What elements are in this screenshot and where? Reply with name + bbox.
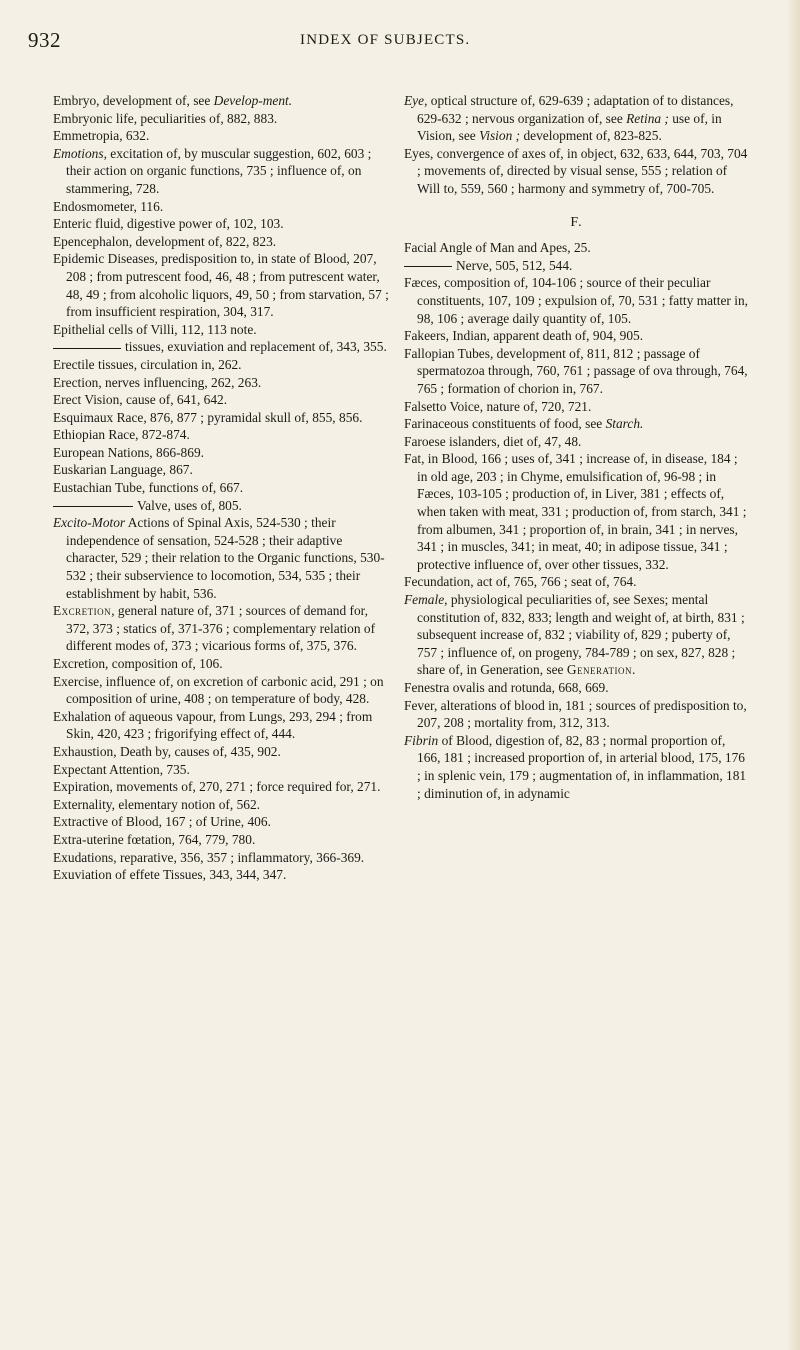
index-text: Falsetto Voice, nature of, 720, 721. [404,398,592,414]
ditto-dash [53,348,121,349]
index-text: Epencephalon, development of, 822, 823. [53,233,277,249]
index-text: Esquimaux Race, 876, 877 ; pyramidal skull of, 855, 856. [53,409,363,425]
left-index-column [53,92,393,884]
index-entry [53,602,393,655]
index-text: Fallopian Tubes, development of, 811, 812 ; passage of spermatozoa through, 760, 761 ; passage of ova through, 764, 765 ; formation of chorion in, 767. [404,345,748,396]
index-entry [53,356,393,374]
index-text: Expectant Attention, 735. [53,761,190,777]
index-entry [53,761,393,779]
index-text: Valve, uses of, 805. [137,497,242,513]
index-entry [404,327,749,345]
right-index-column [404,92,749,802]
index-entry [404,433,749,451]
index-text: Epidemic Diseases, predisposition to, in state of Blood, 207, 208 ; from putrescent food, 46, 48 ; from putrescent water, 48, 49 ; from alcoholic liquors, 49, 50 ; from starvation, 57 ; from insufficient respiration, 304, 317. [53,251,389,320]
index-entry [53,215,393,233]
index-text: Expiration, movements of, 270, 271 ; force required for, 271. [53,779,381,795]
index-entry [53,391,393,409]
index-entry [404,257,749,275]
index-entry [404,239,749,257]
index-term: Emotions [53,145,104,161]
index-text: Extractive of Blood, 167 ; of Urine, 406. [53,814,271,830]
index-entry [404,92,749,145]
index-text: Nerve, 505, 512, 544. [456,257,573,273]
index-entry [404,345,749,398]
index-term: Eye [404,93,425,108]
cross-reference: Develop-ment. [213,93,293,108]
index-term: Female [404,592,445,608]
cross-reference: Starch. [605,416,644,432]
page-spine-shadow [786,0,800,1350]
cross-reference: Vision ; [479,128,521,144]
index-text: Fat, in Blood, 166 ; uses of, 341 ; increase of, in disease, 184 ; in old age, 203 ; in Chyme, emulsification of, 96-98 ; in Fæces, 103-105 ; production of, in Liver, 381 ; effects of, when taken with meat, 331 ; production of, from starch, 341 ; from albumen, 341 ; proportion of, in brain, 341 ; in nerves, 341 ; in muscles, 341; in meat, 40; in adipose tissue, 341 ; protective influence of, over other tissues, 332. [404,451,747,572]
index-text: Erection, nerves influencing, 262, 263. [53,374,262,390]
index-entry [53,708,393,743]
index-term: Excretion [53,603,112,619]
index-entry [53,743,393,761]
index-text: Fakeers, Indian, apparent death of, 904, 905. [404,328,644,344]
index-text: , excitation of, by muscular suggestion, 602, 603 ; their action on organic functions, 735 ; influence of, on stammering, 728. [66,145,372,196]
index-text: development of, 823-825. [520,128,662,144]
ditto-dash [53,506,133,507]
running-title: INDEX OF SUBJECTS. [300,32,471,48]
index-entry [404,398,749,416]
index-entry [404,697,749,732]
index-entry [53,796,393,814]
index-entry [53,813,393,831]
index-term: Excito-Motor [53,515,126,531]
index-text: tissues, exuviation and replacement of, 343, 355. [125,339,387,355]
index-text: Embryonic life, peculiarities of, 882, 883. [53,110,278,126]
page-number: 932 [28,28,61,52]
index-term: Embryo [53,93,97,108]
index-text: Facial Angle of Man and Apes, 25. [404,240,591,256]
index-text: Fecundation, act of, 765, 766 ; seat of, 764. [404,574,637,590]
index-entry [53,409,393,427]
index-entry [53,233,393,251]
index-entry [53,849,393,867]
index-text: use of, in Vision, see [417,110,722,144]
index-text: Endosmometer, 116. [53,198,164,214]
index-entry [53,444,393,462]
index-text: Exuviation of effete Tissues, 343, 344, 347. [53,867,287,883]
index-text: , general nature of, 371 ; sources of demand for, 372, 373 ; statics of, 371-376 ; complementary relation of different modes of, 373 ; vicarious forms of, 375, 376. [66,603,376,654]
index-text: of Blood, digestion of, 82, 83 ; normal proportion of, 166, 181 ; increased proportion of, in arterial blood, 175, 176 ; in splenic vein, 179 ; augmentation of, in inflammation, 181 ; diminution of, in adynamic [417,732,747,801]
index-entry [53,426,393,444]
index-entry [404,573,749,591]
index-text: Erect Vision, cause of, 641, 642. [53,392,228,408]
index-entry [53,497,393,515]
index-entry [404,679,749,697]
index-text: Externality, elementary notion of, 562. [53,796,260,812]
index-entry [53,250,393,320]
index-text: , development of, see [96,93,214,108]
index-entry [404,145,749,198]
index-text: Exhalation of aqueous vapour, from Lungs, 293, 294 ; from Skin, 420, 423 ; frigorifying effect of, 444. [53,708,373,742]
index-entry [53,673,393,708]
index-entry [404,591,749,679]
index-text: Fever, alterations of blood in, 181 ; sources of predisposition to, 207, 208 ; mortality from, 312, 313. [404,697,747,731]
f-entries [404,239,749,802]
e-entries-continued [404,92,749,198]
index-term: Fibrin [404,732,439,748]
index-text: , physiological peculiarities of, see Sexes; mental constitution of, 832, 833; length and weight of, at birth, 831 ; subsequent increase of, 832 ; viability of, 829 ; puberty of, 757 ; influence of, on progeny, 784-789 ; on sex, 827, 828 ; share of, in Generation, see [417,592,745,678]
cross-reference: Retina ; [626,110,669,126]
index-entry [53,198,393,216]
section-letter-f: F. [570,214,583,230]
index-entry [53,866,393,884]
index-entry [53,338,393,356]
index-entry [53,110,393,128]
index-entry [53,514,393,602]
index-text: Eyes, convergence of axes of, in object, 632, 633, 644, 703, 704 ; movements of, directed by visual sense, 555 ; relation of Will to, 559, 560 ; harmony and symmetry of, 700-705. [404,145,748,196]
index-text: Farinaceous constituents of food, see [404,416,606,432]
index-text: Erectile tissues, circulation in, 262. [53,356,242,372]
index-text: Eustachian Tube, functions of, 667. [53,480,244,496]
index-entry [53,127,393,145]
index-text: Fæces, composition of, 104-106 ; source of their peculiar constituents, 107, 109 ; expulsion of, 70, 531 ; fatty matter in, 98, 106 ; average daily quantity of, 105. [404,275,749,326]
index-entry [53,321,393,339]
page-header [0,28,800,52]
ditto-dash [404,266,452,267]
index-text: Ethiopian Race, 872-874. [53,427,190,443]
index-entry [404,732,749,802]
index-text: Fenestra ovalis and rotunda, 668, 669. [404,680,609,695]
index-entry [404,450,749,573]
index-text: , optical structure of, 629-639 ; adaptation of to distances, 629-632 ; nervous organization of, see [417,93,734,126]
index-entry [53,778,393,796]
index-text: Exhaustion, Death by, causes of, 435, 902. [53,743,281,759]
index-entry [404,415,749,433]
index-entry [53,145,393,198]
index-text: Actions of Spinal Axis, 524-530 ; their independence of sensation, 524-528 ; their adaptive character, 529 ; their relation to the Organic functions, 530-532 ; their subservience to locomotion, 534, 535 ; their establishment by habit, 536. [66,515,385,601]
index-entry [53,92,393,110]
index-entry [53,831,393,849]
index-entry [53,461,393,479]
index-entry [53,374,393,392]
index-text: Euskarian Language, 867. [53,462,193,478]
index-text: Exercise, influence of, on excretion of carbonic acid, 291 ; on composition of urine, 408 ; on temperature of body, 428. [53,673,384,707]
index-text: European Nations, 866-869. [53,444,204,460]
index-text: Exudations, reparative, 356, 357 ; inflammatory, 366-369. [53,849,365,865]
index-text: Excretion, composition of, 106. [53,656,223,671]
cross-reference: Generation. [566,662,636,678]
index-text: Enteric fluid, digestive power of, 102, 103. [53,216,284,232]
index-text: Faroese islanders, diet of, 47, 48. [404,433,582,449]
index-text: Emmetropia, 632. [53,128,150,144]
index-entry [53,479,393,497]
index-entry [404,274,749,327]
index-text: Epithelial cells of Villi, 112, 113 note. [53,321,257,337]
index-text: Extra-uterine fœtation, 764, 779, 780. [53,831,256,847]
index-entry [53,655,393,673]
